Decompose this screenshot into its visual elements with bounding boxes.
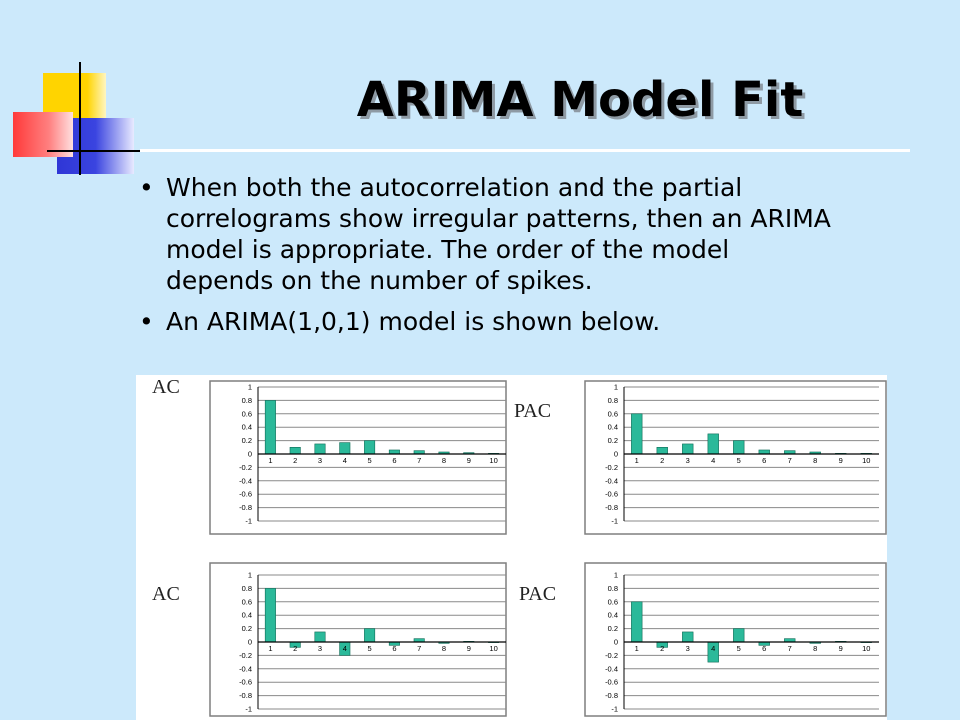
y-tick-label: -0.8	[605, 503, 618, 513]
chart-label: AC	[152, 376, 180, 398]
x-tick-label: 3	[685, 456, 690, 465]
x-tick-label: 10	[489, 456, 498, 465]
y-tick-label: 0.8	[607, 583, 618, 593]
x-tick-label: 4	[342, 644, 347, 653]
x-tick-label: 1	[268, 456, 273, 465]
x-tick-label: 2	[660, 456, 665, 465]
x-tick-label: 5	[367, 644, 372, 653]
y-tick-label: -0.2	[239, 462, 252, 472]
y-tick-label: -0.2	[239, 650, 252, 660]
y-tick-label: -0.4	[605, 664, 618, 674]
x-tick-label: 7	[787, 456, 792, 465]
x-tick-label: 6	[392, 456, 397, 465]
y-tick-label: 1	[613, 570, 618, 580]
y-tick-label: -0.6	[239, 489, 252, 499]
x-tick-label: 3	[317, 456, 323, 465]
bar	[389, 450, 399, 454]
x-tick-label: 4	[711, 644, 716, 653]
y-tick-label: 0.6	[607, 597, 618, 607]
correlogram-charts	[136, 375, 887, 720]
y-tick-label: 0.4	[607, 610, 618, 620]
y-tick-label: -0.4	[239, 664, 252, 674]
x-tick-label: 4	[342, 456, 347, 465]
x-tick-label: 6	[762, 644, 767, 653]
x-tick-label: 8	[813, 644, 818, 653]
y-tick-label: 0.4	[241, 422, 252, 432]
bar	[364, 441, 374, 454]
x-tick-label: 6	[392, 644, 397, 653]
bar	[290, 447, 300, 454]
x-tick-label: 9	[838, 644, 843, 653]
chart-label: PAC	[519, 583, 557, 605]
y-tick-label: -0.2	[605, 650, 618, 660]
bar	[364, 629, 374, 642]
x-tick-label: 10	[862, 644, 871, 653]
x-tick-label: 3	[317, 644, 323, 653]
bullet-list	[136, 172, 836, 347]
y-tick-label: 0.6	[607, 409, 618, 419]
x-tick-label: 2	[293, 644, 298, 653]
y-tick-label: -0.8	[605, 691, 618, 701]
y-tick-label: -0.4	[239, 476, 252, 486]
y-tick-label: 0.8	[607, 395, 618, 405]
x-tick-label: 8	[441, 456, 447, 465]
x-tick-label: 1	[634, 644, 639, 653]
y-tick-label: -0.4	[605, 476, 618, 486]
y-tick-label: -0.6	[239, 677, 252, 687]
bar	[340, 443, 350, 454]
y-tick-label: 0	[247, 449, 252, 459]
y-tick-label: 1	[247, 382, 252, 392]
y-tick-label: -0.2	[605, 462, 618, 472]
bar	[733, 629, 744, 642]
bar	[265, 400, 275, 454]
y-tick-label: 0.2	[241, 436, 252, 446]
y-tick-label: 0.2	[607, 624, 618, 634]
y-tick-label: 0.4	[241, 610, 252, 620]
correlogram-panel	[136, 375, 887, 720]
bullet-item: • An ARIMA(1,0,1) model is shown below.	[136, 306, 836, 337]
x-tick-label: 7	[787, 644, 792, 653]
slide-title: ARIMA Model Fit	[356, 72, 804, 128]
y-tick-label: 0.4	[607, 422, 618, 432]
chart-label: PAC	[514, 400, 552, 422]
x-tick-label: 8	[441, 644, 447, 653]
y-tick-label: -1	[245, 704, 252, 714]
y-tick-label: 0	[247, 637, 252, 647]
x-tick-label: 1	[268, 644, 273, 653]
bar	[708, 434, 719, 454]
x-tick-label: 8	[813, 456, 818, 465]
y-tick-label: -1	[611, 704, 618, 714]
x-tick-label: 9	[466, 456, 471, 465]
x-tick-label: 5	[736, 644, 741, 653]
y-tick-label: -0.6	[605, 677, 618, 687]
x-tick-label: 5	[367, 456, 372, 465]
bar	[315, 444, 325, 454]
y-tick-label: -1	[611, 516, 618, 526]
bar	[733, 441, 744, 454]
x-tick-label: 10	[862, 456, 871, 465]
y-tick-label: 1	[613, 382, 618, 392]
x-tick-label: 10	[489, 644, 498, 653]
y-tick-label: 0	[613, 449, 618, 459]
x-tick-label: 4	[711, 456, 716, 465]
y-tick-label: 0.6	[241, 409, 252, 419]
x-tick-label: 5	[736, 456, 741, 465]
x-tick-label: 9	[466, 644, 471, 653]
y-tick-label: 0.8	[241, 583, 252, 593]
y-tick-label: 0.2	[241, 624, 252, 634]
chart-frame	[210, 381, 506, 534]
x-tick-label: 2	[293, 456, 298, 465]
chart-label: AC	[152, 583, 180, 605]
bar	[759, 450, 770, 454]
bar	[265, 588, 275, 642]
y-tick-label: 0.8	[241, 395, 252, 405]
x-tick-label: 2	[660, 644, 665, 653]
y-tick-label: -0.6	[605, 489, 618, 499]
bar	[315, 632, 325, 642]
y-tick-label: -0.8	[239, 691, 252, 701]
bullet-item: • When both the autocorrelation and the partial correlograms show irregular patterns, then an ARIMA model is appropriate. The order of the model depends on the number of spikes.	[136, 172, 836, 296]
y-tick-label: -0.8	[239, 503, 252, 513]
bar	[682, 444, 693, 454]
y-tick-label: -1	[245, 516, 252, 526]
y-tick-label: 0	[613, 637, 618, 647]
chart-frame	[210, 563, 506, 716]
y-tick-label: 1	[247, 570, 252, 580]
y-tick-label: 0.2	[607, 436, 618, 446]
title-underline-highlight	[140, 149, 910, 152]
corner-decoration	[0, 0, 140, 180]
x-tick-label: 3	[685, 644, 690, 653]
x-tick-label: 9	[838, 456, 843, 465]
x-tick-label: 7	[417, 456, 422, 465]
bar	[631, 602, 642, 642]
x-tick-label: 7	[417, 644, 422, 653]
bar	[657, 447, 668, 454]
bar	[631, 414, 642, 454]
y-tick-label: 0.6	[241, 597, 252, 607]
x-tick-label: 6	[762, 456, 767, 465]
bar	[682, 632, 693, 642]
x-tick-label: 1	[634, 456, 639, 465]
